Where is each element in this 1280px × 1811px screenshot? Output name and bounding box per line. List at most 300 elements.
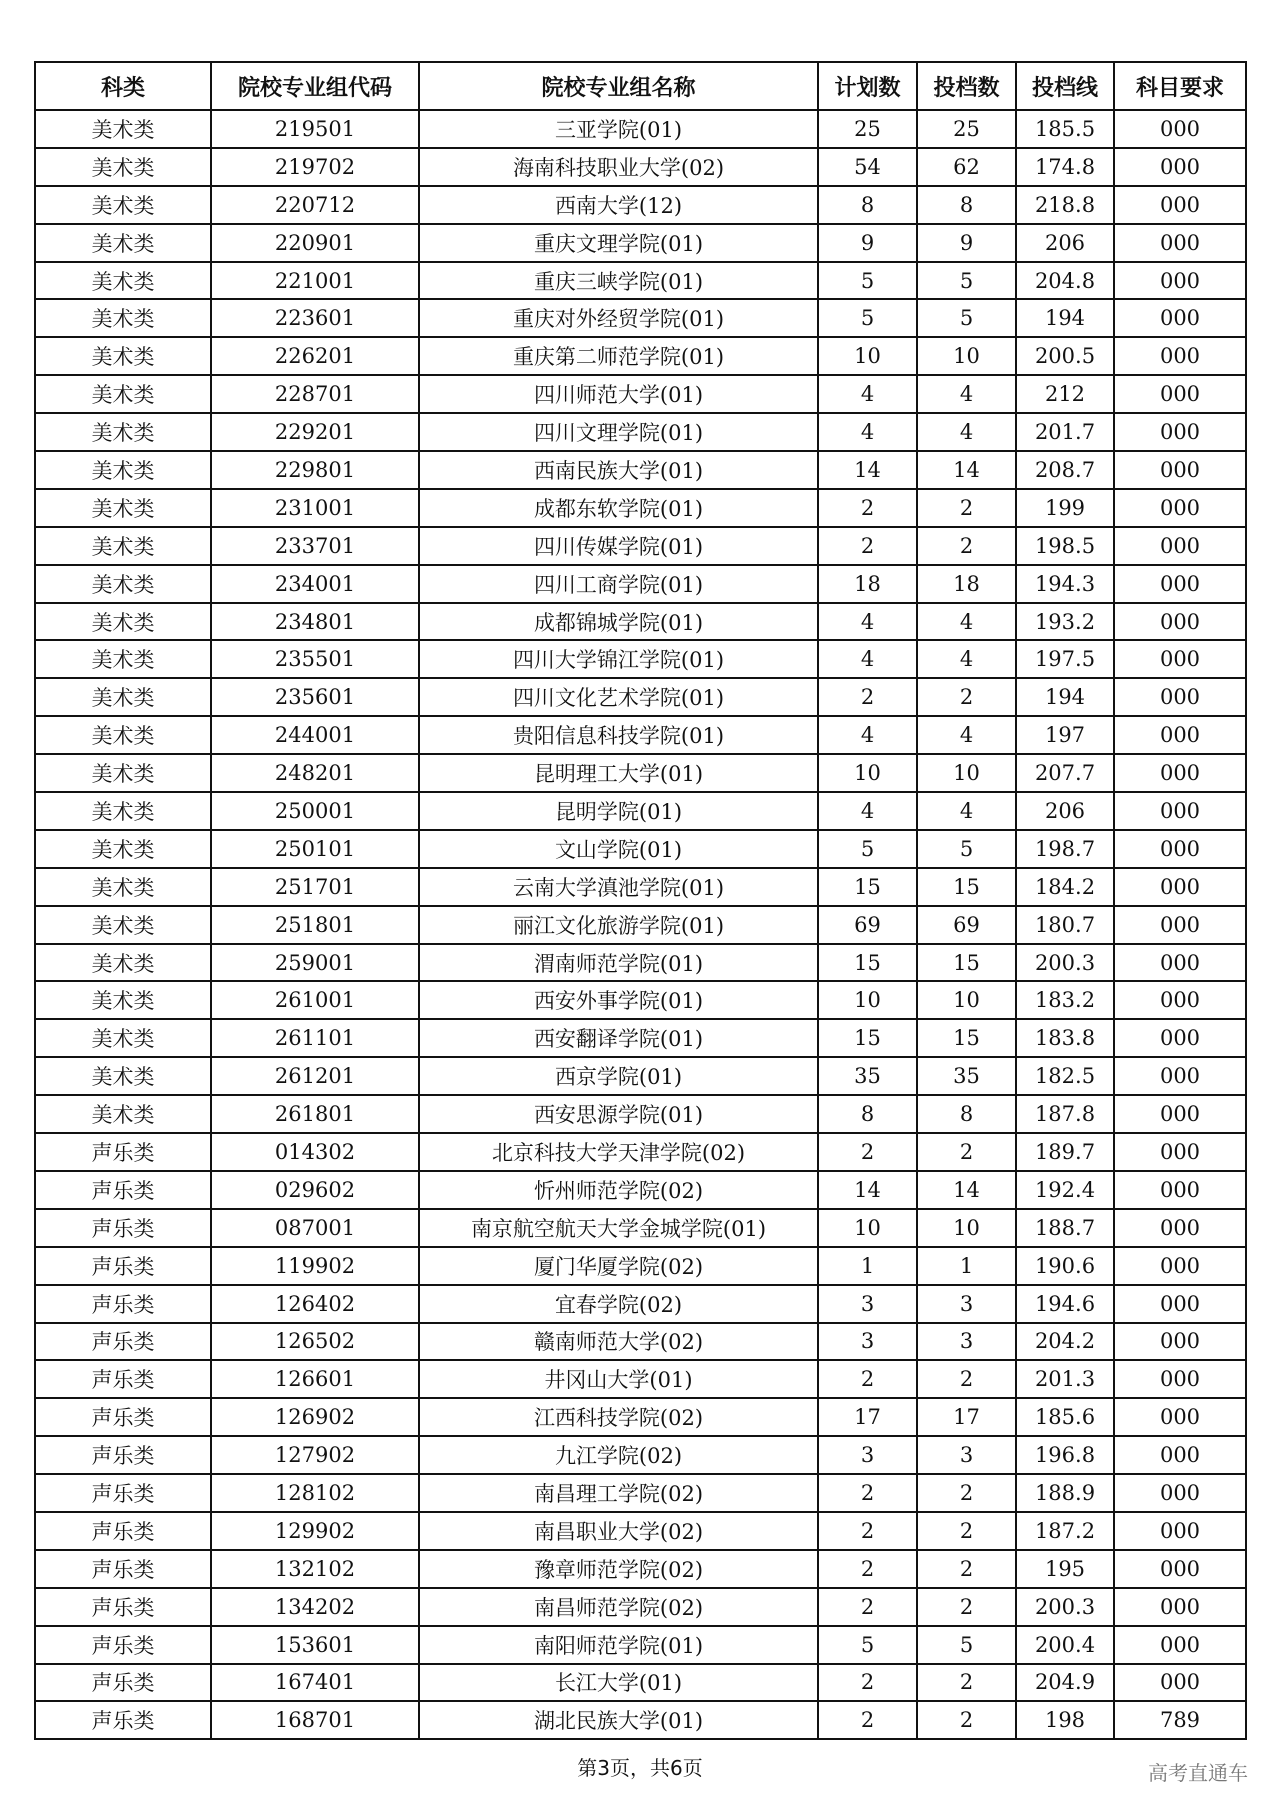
cell-cutoff-score: 206 bbox=[1016, 792, 1114, 830]
cell-admitted-count: 35 bbox=[917, 1057, 1016, 1095]
cell-cutoff-score: 185.5 bbox=[1016, 110, 1114, 148]
cell-plan-count: 10 bbox=[818, 754, 917, 792]
cell-group-code: 261801 bbox=[211, 1095, 419, 1133]
cell-group-code: 126502 bbox=[211, 1323, 419, 1361]
cell-subject-requirement: 000 bbox=[1114, 1285, 1246, 1323]
cell-cutoff-score: 190.6 bbox=[1016, 1247, 1114, 1285]
cell-subject-requirement: 000 bbox=[1114, 1436, 1246, 1474]
cell-group-name: 成都锦城学院(01) bbox=[419, 603, 818, 641]
cell-admitted-count: 2 bbox=[917, 1701, 1016, 1739]
table-row bbox=[35, 1436, 1246, 1474]
cell-category: 美术类 bbox=[35, 110, 211, 148]
cell-admitted-count: 2 bbox=[917, 1133, 1016, 1171]
cell-subject-requirement: 000 bbox=[1114, 830, 1246, 868]
cell-plan-count: 2 bbox=[818, 678, 917, 716]
cell-group-name: 南昌职业大学(02) bbox=[419, 1512, 818, 1550]
cell-cutoff-score: 204.9 bbox=[1016, 1664, 1114, 1702]
cell-plan-count: 2 bbox=[818, 1512, 917, 1550]
cell-subject-requirement: 000 bbox=[1114, 565, 1246, 603]
table-row bbox=[35, 224, 1246, 262]
table-row bbox=[35, 565, 1246, 603]
cell-group-code: 126402 bbox=[211, 1285, 419, 1323]
cell-plan-count: 14 bbox=[818, 1171, 917, 1209]
cell-admitted-count: 4 bbox=[917, 375, 1016, 413]
header-plan-count: 计划数 bbox=[818, 62, 917, 110]
table-row bbox=[35, 299, 1246, 337]
cell-cutoff-score: 194 bbox=[1016, 299, 1114, 337]
cell-category: 声乐类 bbox=[35, 1701, 211, 1739]
cell-plan-count: 1 bbox=[818, 1247, 917, 1285]
cell-admitted-count: 4 bbox=[917, 413, 1016, 451]
cell-admitted-count: 3 bbox=[917, 1323, 1016, 1361]
cell-category: 美术类 bbox=[35, 678, 211, 716]
cell-group-code: 248201 bbox=[211, 754, 419, 792]
cell-group-name: 忻州师范学院(02) bbox=[419, 1171, 818, 1209]
cell-subject-requirement: 000 bbox=[1114, 1512, 1246, 1550]
cell-admitted-count: 8 bbox=[917, 1095, 1016, 1133]
table-row bbox=[35, 1474, 1246, 1512]
cell-admitted-count: 10 bbox=[917, 1209, 1016, 1247]
cell-plan-count: 2 bbox=[818, 1550, 917, 1588]
cell-plan-count: 2 bbox=[818, 1133, 917, 1171]
cell-cutoff-score: 185.6 bbox=[1016, 1398, 1114, 1436]
cell-group-code: 229201 bbox=[211, 413, 419, 451]
cell-group-name: 丽江文化旅游学院(01) bbox=[419, 906, 818, 944]
cell-subject-requirement: 000 bbox=[1114, 337, 1246, 375]
cell-group-code: 014302 bbox=[211, 1133, 419, 1171]
cell-cutoff-score: 206 bbox=[1016, 224, 1114, 262]
header-admitted-count: 投档数 bbox=[917, 62, 1016, 110]
table-row bbox=[35, 1171, 1246, 1209]
cell-group-name: 西安翻译学院(01) bbox=[419, 1019, 818, 1057]
cell-admitted-count: 17 bbox=[917, 1398, 1016, 1436]
cell-plan-count: 9 bbox=[818, 224, 917, 262]
cell-subject-requirement: 000 bbox=[1114, 906, 1246, 944]
cell-subject-requirement: 000 bbox=[1114, 716, 1246, 754]
cell-admitted-count: 2 bbox=[917, 1360, 1016, 1398]
cell-admitted-count: 4 bbox=[917, 603, 1016, 641]
table-row bbox=[35, 1133, 1246, 1171]
cell-group-name: 重庆文理学院(01) bbox=[419, 224, 818, 262]
cell-group-name: 重庆三峡学院(01) bbox=[419, 262, 818, 300]
cell-plan-count: 3 bbox=[818, 1323, 917, 1361]
cell-admitted-count: 2 bbox=[917, 1474, 1016, 1512]
cell-group-name: 南阳师范学院(01) bbox=[419, 1626, 818, 1664]
cell-admitted-count: 2 bbox=[917, 1512, 1016, 1550]
cell-admitted-count: 2 bbox=[917, 489, 1016, 527]
cell-subject-requirement: 000 bbox=[1114, 754, 1246, 792]
cell-group-name: 四川师范大学(01) bbox=[419, 375, 818, 413]
cell-group-name: 西安思源学院(01) bbox=[419, 1095, 818, 1133]
header-category: 科类 bbox=[35, 62, 211, 110]
cell-group-code: 126601 bbox=[211, 1360, 419, 1398]
cell-cutoff-score: 198 bbox=[1016, 1701, 1114, 1739]
cell-subject-requirement: 000 bbox=[1114, 451, 1246, 489]
cell-group-name: 西京学院(01) bbox=[419, 1057, 818, 1095]
cell-plan-count: 5 bbox=[818, 830, 917, 868]
cell-cutoff-score: 200.5 bbox=[1016, 337, 1114, 375]
cell-cutoff-score: 200.4 bbox=[1016, 1626, 1114, 1664]
table-row bbox=[35, 678, 1246, 716]
cell-group-code: 219702 bbox=[211, 148, 419, 186]
table-row bbox=[35, 186, 1246, 224]
cell-category: 美术类 bbox=[35, 262, 211, 300]
cell-plan-count: 35 bbox=[818, 1057, 917, 1095]
cell-cutoff-score: 183.8 bbox=[1016, 1019, 1114, 1057]
cell-group-code: 168701 bbox=[211, 1701, 419, 1739]
cell-category: 美术类 bbox=[35, 186, 211, 224]
cell-plan-count: 3 bbox=[818, 1436, 917, 1474]
cell-plan-count: 5 bbox=[818, 299, 917, 337]
cell-cutoff-score: 194 bbox=[1016, 678, 1114, 716]
cell-admitted-count: 69 bbox=[917, 906, 1016, 944]
cell-subject-requirement: 000 bbox=[1114, 678, 1246, 716]
cell-subject-requirement: 000 bbox=[1114, 792, 1246, 830]
cell-group-code: 129902 bbox=[211, 1512, 419, 1550]
table-row bbox=[35, 1285, 1246, 1323]
cell-admitted-count: 15 bbox=[917, 868, 1016, 906]
cell-group-code: 087001 bbox=[211, 1209, 419, 1247]
cell-group-code: 029602 bbox=[211, 1171, 419, 1209]
cell-category: 美术类 bbox=[35, 792, 211, 830]
cell-category: 美术类 bbox=[35, 565, 211, 603]
cell-admitted-count: 4 bbox=[917, 716, 1016, 754]
cell-cutoff-score: 207.7 bbox=[1016, 754, 1114, 792]
cell-group-code: 244001 bbox=[211, 716, 419, 754]
cell-plan-count: 2 bbox=[818, 1360, 917, 1398]
cell-group-code: 220712 bbox=[211, 186, 419, 224]
cell-admitted-count: 2 bbox=[917, 527, 1016, 565]
cell-group-code: 226201 bbox=[211, 337, 419, 375]
cell-admitted-count: 15 bbox=[917, 1019, 1016, 1057]
cell-plan-count: 15 bbox=[818, 868, 917, 906]
cell-plan-count: 10 bbox=[818, 337, 917, 375]
cell-cutoff-score: 196.8 bbox=[1016, 1436, 1114, 1474]
cell-cutoff-score: 184.2 bbox=[1016, 868, 1114, 906]
table-row bbox=[35, 868, 1246, 906]
cell-group-code: 220901 bbox=[211, 224, 419, 262]
cell-plan-count: 5 bbox=[818, 262, 917, 300]
cell-admitted-count: 3 bbox=[917, 1285, 1016, 1323]
cell-admitted-count: 5 bbox=[917, 262, 1016, 300]
cell-plan-count: 4 bbox=[818, 413, 917, 451]
cell-group-name: 四川大学锦江学院(01) bbox=[419, 640, 818, 678]
cell-category: 美术类 bbox=[35, 489, 211, 527]
table-row bbox=[35, 754, 1246, 792]
cell-plan-count: 2 bbox=[818, 1664, 917, 1702]
page-number: 第3页，共6页 bbox=[577, 1756, 703, 1780]
cell-cutoff-score: 198.5 bbox=[1016, 527, 1114, 565]
cell-category: 声乐类 bbox=[35, 1209, 211, 1247]
cell-cutoff-score: 197 bbox=[1016, 716, 1114, 754]
cell-category: 美术类 bbox=[35, 1057, 211, 1095]
cell-cutoff-score: 195 bbox=[1016, 1550, 1114, 1588]
table-row bbox=[35, 716, 1246, 754]
cell-plan-count: 2 bbox=[818, 1588, 917, 1626]
table-row bbox=[35, 489, 1246, 527]
cell-plan-count: 14 bbox=[818, 451, 917, 489]
cell-cutoff-score: 187.2 bbox=[1016, 1512, 1114, 1550]
cell-group-code: 250101 bbox=[211, 830, 419, 868]
table-row bbox=[35, 1360, 1246, 1398]
cell-subject-requirement: 000 bbox=[1114, 603, 1246, 641]
cell-cutoff-score: 208.7 bbox=[1016, 451, 1114, 489]
table-row bbox=[35, 375, 1246, 413]
table-row bbox=[35, 792, 1246, 830]
cell-subject-requirement: 000 bbox=[1114, 1588, 1246, 1626]
cell-subject-requirement: 000 bbox=[1114, 413, 1246, 451]
cell-group-code: 259001 bbox=[211, 944, 419, 982]
table-row bbox=[35, 1588, 1246, 1626]
cell-category: 声乐类 bbox=[35, 1247, 211, 1285]
cell-plan-count: 2 bbox=[818, 1474, 917, 1512]
cell-group-name: 重庆第二师范学院(01) bbox=[419, 337, 818, 375]
cell-subject-requirement: 000 bbox=[1114, 1209, 1246, 1247]
cell-group-name: 宜春学院(02) bbox=[419, 1285, 818, 1323]
cell-group-code: 261001 bbox=[211, 981, 419, 1019]
cell-group-code: 223601 bbox=[211, 299, 419, 337]
cell-subject-requirement: 000 bbox=[1114, 1664, 1246, 1702]
cell-subject-requirement: 000 bbox=[1114, 1019, 1246, 1057]
cell-group-code: 261201 bbox=[211, 1057, 419, 1095]
cell-group-code: 221001 bbox=[211, 262, 419, 300]
cell-subject-requirement: 000 bbox=[1114, 1550, 1246, 1588]
cell-category: 声乐类 bbox=[35, 1474, 211, 1512]
cell-subject-requirement: 000 bbox=[1114, 944, 1246, 982]
cell-category: 美术类 bbox=[35, 981, 211, 1019]
cell-category: 美术类 bbox=[35, 868, 211, 906]
cell-group-code: 127902 bbox=[211, 1436, 419, 1474]
cell-group-name: 四川工商学院(01) bbox=[419, 565, 818, 603]
cell-plan-count: 10 bbox=[818, 981, 917, 1019]
cell-category: 声乐类 bbox=[35, 1664, 211, 1702]
table-row bbox=[35, 110, 1246, 148]
cell-plan-count: 2 bbox=[818, 1701, 917, 1739]
cell-subject-requirement: 000 bbox=[1114, 1398, 1246, 1436]
cell-category: 声乐类 bbox=[35, 1512, 211, 1550]
table-row bbox=[35, 1512, 1246, 1550]
cell-category: 声乐类 bbox=[35, 1360, 211, 1398]
cell-subject-requirement: 000 bbox=[1114, 1360, 1246, 1398]
cell-group-name: 海南科技职业大学(02) bbox=[419, 148, 818, 186]
cell-group-name: 西南大学(12) bbox=[419, 186, 818, 224]
cell-group-code: 219501 bbox=[211, 110, 419, 148]
cell-admitted-count: 2 bbox=[917, 1550, 1016, 1588]
cell-subject-requirement: 000 bbox=[1114, 1133, 1246, 1171]
cell-group-code: 234001 bbox=[211, 565, 419, 603]
cell-plan-count: 54 bbox=[818, 148, 917, 186]
cell-plan-count: 2 bbox=[818, 527, 917, 565]
cell-admitted-count: 15 bbox=[917, 944, 1016, 982]
cell-group-name: 文山学院(01) bbox=[419, 830, 818, 868]
cell-group-code: 119902 bbox=[211, 1247, 419, 1285]
cell-admitted-count: 62 bbox=[917, 148, 1016, 186]
table-row bbox=[35, 944, 1246, 982]
cell-group-code: 251801 bbox=[211, 906, 419, 944]
cell-cutoff-score: 200.3 bbox=[1016, 944, 1114, 982]
cell-category: 美术类 bbox=[35, 906, 211, 944]
cell-admitted-count: 3 bbox=[917, 1436, 1016, 1474]
cell-group-code: 126902 bbox=[211, 1398, 419, 1436]
cell-plan-count: 4 bbox=[818, 375, 917, 413]
cell-category: 声乐类 bbox=[35, 1285, 211, 1323]
cell-cutoff-score: 201.3 bbox=[1016, 1360, 1114, 1398]
cell-plan-count: 10 bbox=[818, 1209, 917, 1247]
cell-group-code: 132102 bbox=[211, 1550, 419, 1588]
cell-plan-count: 5 bbox=[818, 1626, 917, 1664]
cell-cutoff-score: 204.8 bbox=[1016, 262, 1114, 300]
cell-subject-requirement: 000 bbox=[1114, 224, 1246, 262]
table-row bbox=[35, 527, 1246, 565]
cell-cutoff-score: 212 bbox=[1016, 375, 1114, 413]
cell-plan-count: 69 bbox=[818, 906, 917, 944]
cell-subject-requirement: 000 bbox=[1114, 981, 1246, 1019]
cell-admitted-count: 1 bbox=[917, 1247, 1016, 1285]
cell-plan-count: 2 bbox=[818, 489, 917, 527]
cell-category: 美术类 bbox=[35, 603, 211, 641]
cell-cutoff-score: 194.3 bbox=[1016, 565, 1114, 603]
cell-admitted-count: 9 bbox=[917, 224, 1016, 262]
table-row bbox=[35, 413, 1246, 451]
cell-plan-count: 4 bbox=[818, 792, 917, 830]
cell-admitted-count: 14 bbox=[917, 451, 1016, 489]
cell-subject-requirement: 000 bbox=[1114, 1057, 1246, 1095]
table-row bbox=[35, 1019, 1246, 1057]
cell-subject-requirement: 000 bbox=[1114, 1095, 1246, 1133]
table-row bbox=[35, 1701, 1246, 1739]
cell-admitted-count: 10 bbox=[917, 337, 1016, 375]
cell-admitted-count: 5 bbox=[917, 830, 1016, 868]
cell-cutoff-score: 174.8 bbox=[1016, 148, 1114, 186]
cell-group-name: 江西科技学院(02) bbox=[419, 1398, 818, 1436]
cell-category: 美术类 bbox=[35, 451, 211, 489]
cell-cutoff-score: 200.3 bbox=[1016, 1588, 1114, 1626]
cell-cutoff-score: 218.8 bbox=[1016, 186, 1114, 224]
cell-plan-count: 15 bbox=[818, 944, 917, 982]
table-row bbox=[35, 1323, 1246, 1361]
table-header-row bbox=[35, 62, 1246, 110]
cell-group-code: 234801 bbox=[211, 603, 419, 641]
cell-subject-requirement: 000 bbox=[1114, 1323, 1246, 1361]
table-row bbox=[35, 451, 1246, 489]
cell-group-code: 261101 bbox=[211, 1019, 419, 1057]
cell-cutoff-score: 193.2 bbox=[1016, 603, 1114, 641]
cell-admitted-count: 10 bbox=[917, 981, 1016, 1019]
cell-cutoff-score: 183.2 bbox=[1016, 981, 1114, 1019]
cell-category: 美术类 bbox=[35, 224, 211, 262]
cell-group-code: 235501 bbox=[211, 640, 419, 678]
cell-category: 声乐类 bbox=[35, 1171, 211, 1209]
cell-plan-count: 8 bbox=[818, 186, 917, 224]
table-row bbox=[35, 148, 1246, 186]
cell-plan-count: 18 bbox=[818, 565, 917, 603]
cell-category: 美术类 bbox=[35, 640, 211, 678]
cell-category: 美术类 bbox=[35, 830, 211, 868]
cell-group-code: 128102 bbox=[211, 1474, 419, 1512]
cell-cutoff-score: 192.4 bbox=[1016, 1171, 1114, 1209]
cell-group-code: 167401 bbox=[211, 1664, 419, 1702]
table-row bbox=[35, 906, 1246, 944]
table-row bbox=[35, 337, 1246, 375]
cell-group-name: 四川文化艺术学院(01) bbox=[419, 678, 818, 716]
table-row bbox=[35, 1247, 1246, 1285]
cell-admitted-count: 14 bbox=[917, 1171, 1016, 1209]
table-row bbox=[35, 640, 1246, 678]
cell-group-name: 北京科技大学天津学院(02) bbox=[419, 1133, 818, 1171]
cell-group-code: 229801 bbox=[211, 451, 419, 489]
cell-category: 声乐类 bbox=[35, 1436, 211, 1474]
cell-plan-count: 4 bbox=[818, 603, 917, 641]
cell-category: 美术类 bbox=[35, 299, 211, 337]
cell-subject-requirement: 789 bbox=[1114, 1701, 1246, 1739]
cell-category: 声乐类 bbox=[35, 1588, 211, 1626]
cell-group-name: 九江学院(02) bbox=[419, 1436, 818, 1474]
cell-subject-requirement: 000 bbox=[1114, 868, 1246, 906]
cell-plan-count: 3 bbox=[818, 1285, 917, 1323]
cell-subject-requirement: 000 bbox=[1114, 375, 1246, 413]
cell-group-code: 233701 bbox=[211, 527, 419, 565]
cell-admitted-count: 5 bbox=[917, 299, 1016, 337]
cell-group-code: 134202 bbox=[211, 1588, 419, 1626]
cell-cutoff-score: 199 bbox=[1016, 489, 1114, 527]
header-group-code: 院校专业组代码 bbox=[211, 62, 419, 110]
header-subject-requirement: 科目要求 bbox=[1114, 62, 1246, 110]
cell-subject-requirement: 000 bbox=[1114, 110, 1246, 148]
watermark: 高考直通车 bbox=[1148, 1761, 1248, 1785]
cell-category: 美术类 bbox=[35, 944, 211, 982]
cell-plan-count: 17 bbox=[818, 1398, 917, 1436]
table-row bbox=[35, 1057, 1246, 1095]
admission-table bbox=[34, 61, 1247, 1740]
cell-group-name: 云南大学滇池学院(01) bbox=[419, 868, 818, 906]
cell-admitted-count: 2 bbox=[917, 1664, 1016, 1702]
cell-category: 美术类 bbox=[35, 716, 211, 754]
cell-group-name: 昆明学院(01) bbox=[419, 792, 818, 830]
cell-subject-requirement: 000 bbox=[1114, 1474, 1246, 1512]
cell-subject-requirement: 000 bbox=[1114, 1171, 1246, 1209]
cell-cutoff-score: 188.7 bbox=[1016, 1209, 1114, 1247]
cell-plan-count: 8 bbox=[818, 1095, 917, 1133]
cell-group-name: 重庆对外经贸学院(01) bbox=[419, 299, 818, 337]
cell-group-name: 长江大学(01) bbox=[419, 1664, 818, 1702]
cell-category: 美术类 bbox=[35, 148, 211, 186]
table-row bbox=[35, 1626, 1246, 1664]
cell-cutoff-score: 187.8 bbox=[1016, 1095, 1114, 1133]
cell-category: 声乐类 bbox=[35, 1626, 211, 1664]
cell-cutoff-score: 182.5 bbox=[1016, 1057, 1114, 1095]
cell-subject-requirement: 000 bbox=[1114, 186, 1246, 224]
cell-category: 声乐类 bbox=[35, 1323, 211, 1361]
cell-subject-requirement: 000 bbox=[1114, 527, 1246, 565]
cell-category: 声乐类 bbox=[35, 1133, 211, 1171]
table-row bbox=[35, 1664, 1246, 1702]
cell-category: 美术类 bbox=[35, 527, 211, 565]
cell-subject-requirement: 000 bbox=[1114, 1247, 1246, 1285]
cell-plan-count: 4 bbox=[818, 716, 917, 754]
cell-subject-requirement: 000 bbox=[1114, 640, 1246, 678]
table-row bbox=[35, 1550, 1246, 1588]
cell-admitted-count: 4 bbox=[917, 792, 1016, 830]
cell-group-name: 三亚学院(01) bbox=[419, 110, 818, 148]
cell-group-name: 井冈山大学(01) bbox=[419, 1360, 818, 1398]
cell-cutoff-score: 189.7 bbox=[1016, 1133, 1114, 1171]
cell-group-name: 渭南师范学院(01) bbox=[419, 944, 818, 982]
cell-admitted-count: 18 bbox=[917, 565, 1016, 603]
cell-category: 美术类 bbox=[35, 1095, 211, 1133]
cell-group-name: 南京航空航天大学金城学院(01) bbox=[419, 1209, 818, 1247]
cell-group-name: 赣南师范大学(02) bbox=[419, 1323, 818, 1361]
cell-group-name: 南昌理工学院(02) bbox=[419, 1474, 818, 1512]
